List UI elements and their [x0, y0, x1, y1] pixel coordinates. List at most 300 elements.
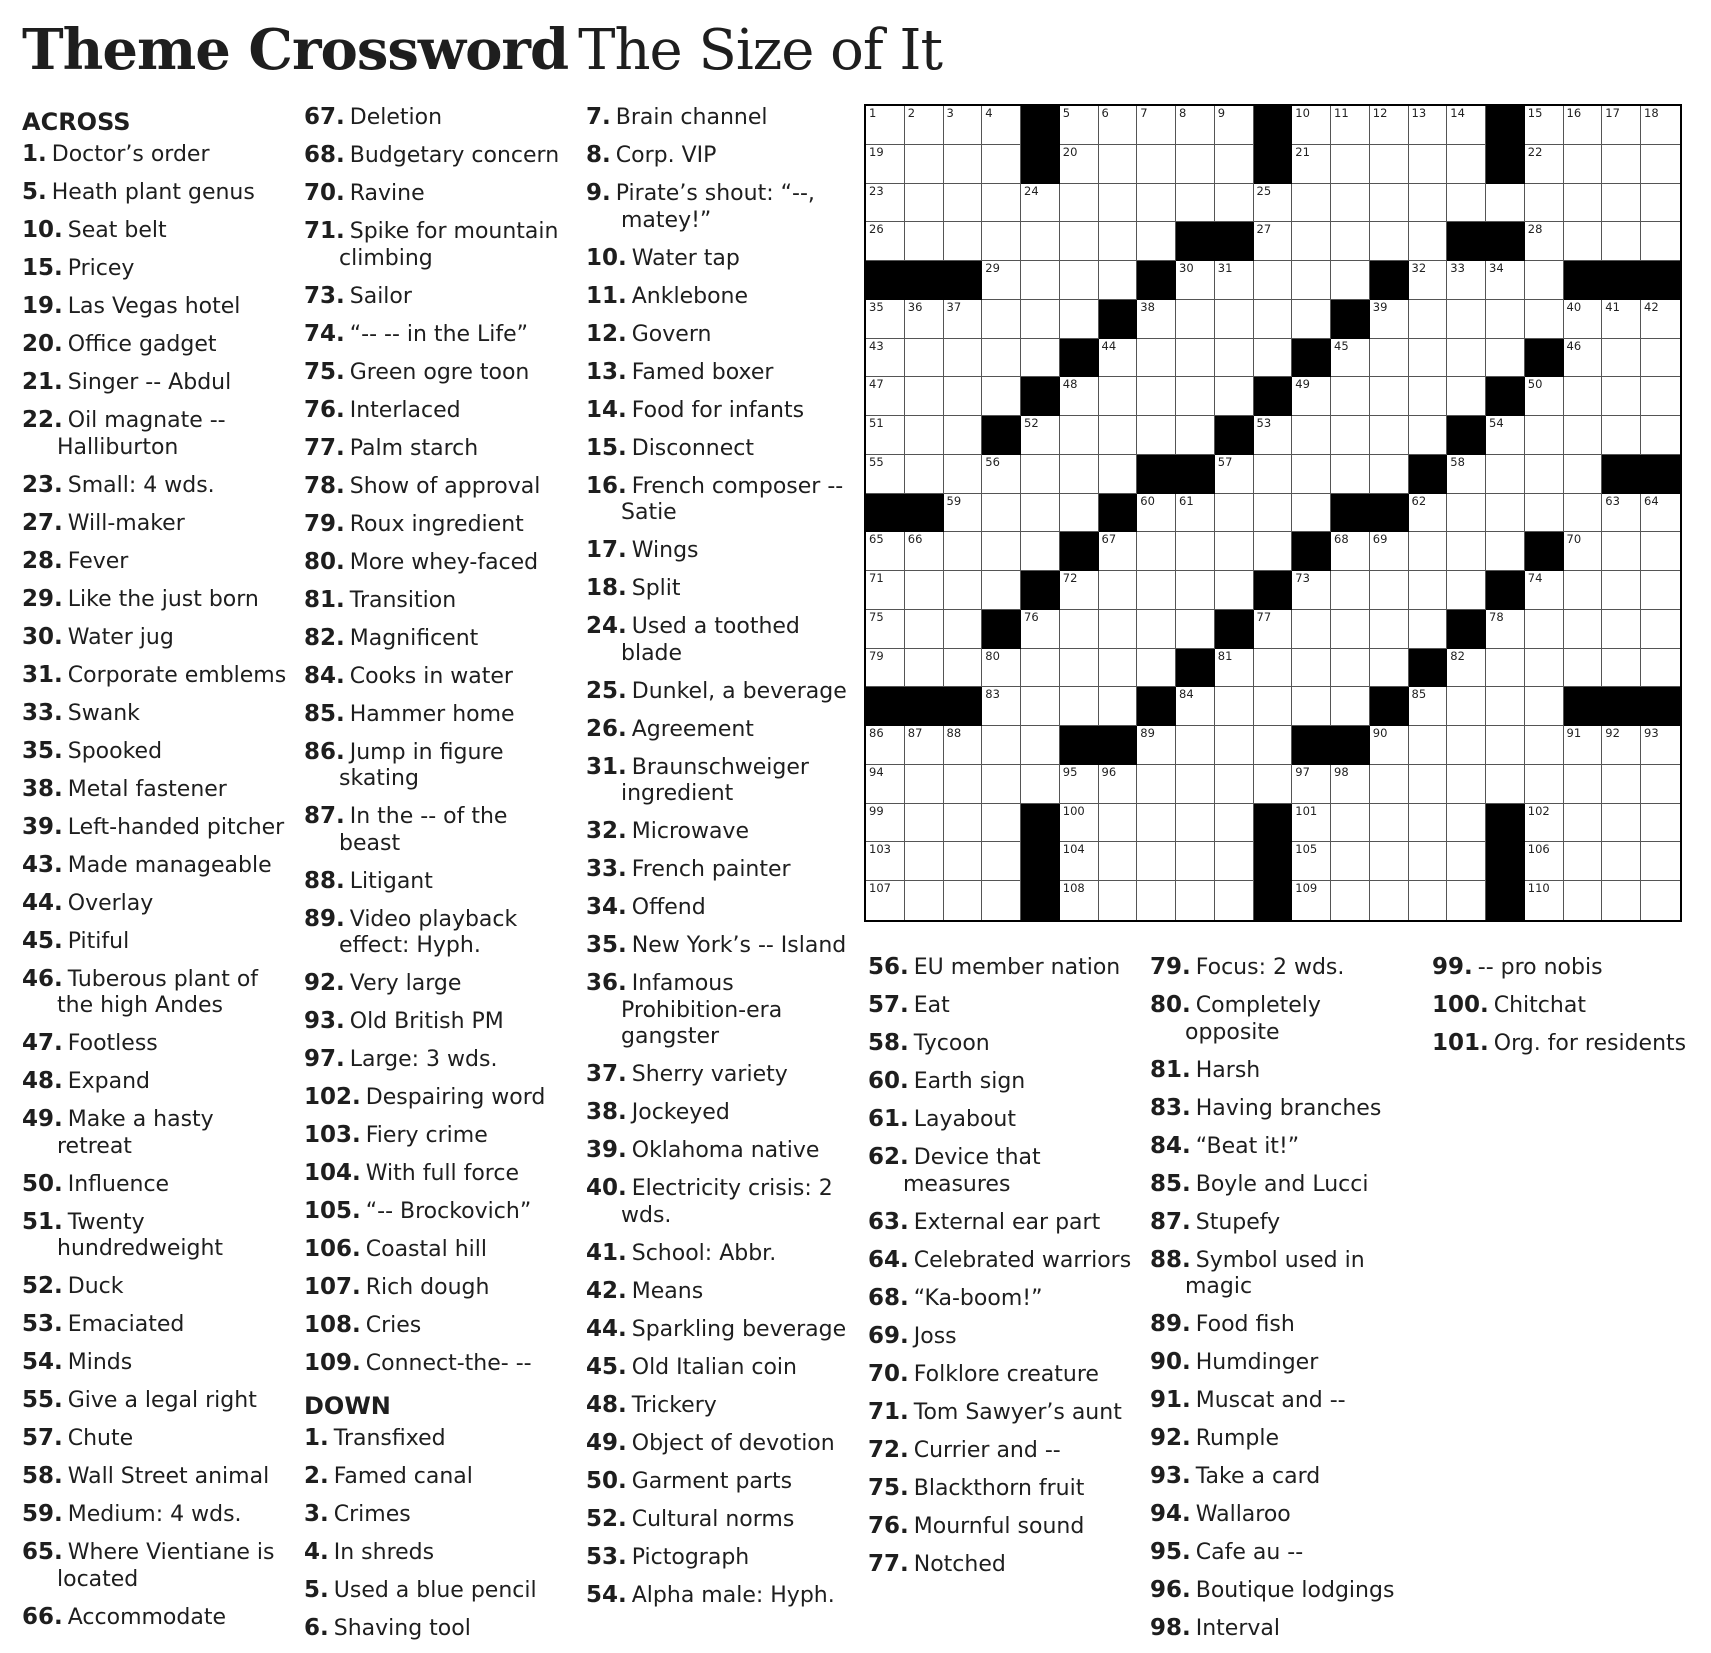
clue-number: 36.: [586, 970, 627, 996]
grid-cell: [1292, 571, 1331, 610]
grid-cell: [1409, 106, 1448, 145]
clue-text: Like the just born: [67, 586, 259, 612]
clue-down-5: [304, 1577, 569, 1615]
grid-cell: [1331, 687, 1370, 726]
black-square: [1409, 649, 1448, 688]
clue-down-93: [1150, 1463, 1415, 1501]
grid-cell: [1099, 339, 1138, 378]
clue-down-77: [868, 1551, 1133, 1589]
clue-across-44: [22, 890, 287, 928]
clue-number: 76.: [304, 396, 345, 423]
grid-cell: [1254, 610, 1293, 649]
cell-number: 95: [1062, 764, 1078, 779]
cell-number: 93: [1644, 726, 1659, 740]
grid-cell: [1254, 339, 1293, 378]
clue-text: Used a blue pencil: [333, 1578, 537, 1603]
clue-number: 64.: [868, 1246, 909, 1273]
grid-cell: [1060, 106, 1099, 145]
cell-number: 86: [869, 726, 884, 740]
clue-across-39: [22, 814, 287, 852]
grid-cell: [982, 222, 1021, 261]
grid-cell: [866, 532, 905, 571]
grid-cell: [1331, 610, 1370, 649]
grid-cell: [1060, 571, 1099, 610]
clue-text: Infamous Prohibition-era gangster: [621, 971, 783, 1049]
clue-text: Minds: [67, 1350, 133, 1375]
black-square: [1254, 571, 1293, 610]
grid-cell: [1641, 649, 1680, 688]
clue-down-13: [586, 359, 851, 397]
cell-number: 8: [1179, 106, 1187, 120]
grid-cell: [1331, 339, 1370, 378]
clue-across-15: [22, 255, 287, 293]
grid-cell: [1176, 106, 1215, 145]
grid-cell: [1641, 532, 1680, 571]
grid-cell: [982, 145, 1021, 184]
clue-number: 89.: [1150, 1311, 1191, 1337]
cell-number: 98: [1334, 764, 1349, 779]
grid-cell: [1486, 649, 1525, 688]
grid-cell: [866, 184, 905, 223]
clue-across-20: [22, 331, 287, 369]
clue-down-96: [1150, 1577, 1415, 1615]
clue-number: 23.: [22, 471, 63, 498]
grid-cell: [866, 610, 905, 649]
clue-number: 79.: [1150, 954, 1191, 980]
clue-text: Influence: [67, 1171, 170, 1197]
clue-text: “Ka-boom!”: [913, 1285, 1043, 1311]
grid-cell: [1564, 726, 1603, 765]
cell-number: 34: [1489, 261, 1504, 275]
grid-cell: [1292, 416, 1331, 455]
grid-cell: [905, 339, 944, 378]
clue-text: Means: [631, 1278, 704, 1304]
grid-cell: [1021, 649, 1060, 688]
grid-cell: [1331, 416, 1370, 455]
clue-number: 40.: [586, 1175, 627, 1201]
clue-text: In the -- of the beast: [339, 804, 508, 856]
clue-number: 33.: [586, 856, 627, 882]
clue-text: Cultural norms: [631, 1506, 795, 1532]
grid-cell: [1137, 571, 1176, 610]
grid-cell: [982, 261, 1021, 300]
cell-number: 94: [869, 764, 884, 779]
clue-text: Mournful sound: [913, 1513, 1085, 1539]
black-square: [1525, 532, 1564, 571]
black-square: [1486, 222, 1525, 261]
cell-number: 78: [1489, 609, 1504, 624]
clue-text: Metal fastener: [67, 776, 227, 802]
grid-cell: [1370, 842, 1409, 881]
clue-across-87: [304, 803, 569, 868]
grid-cell: [1564, 184, 1603, 223]
cell-number: 31: [1217, 261, 1233, 275]
grid-cell: [1292, 881, 1331, 920]
grid-cell: [1525, 377, 1564, 416]
grid-cell: [1602, 222, 1641, 261]
clue-number: 58.: [868, 1030, 909, 1056]
clue-down-54: [586, 1582, 851, 1620]
clue-number: 48.: [586, 1391, 627, 1418]
black-square: [1254, 804, 1293, 843]
grid-cell: [1486, 532, 1525, 571]
clue-text: Ravine: [349, 181, 425, 206]
black-square: [905, 687, 944, 726]
clue-across-102: [304, 1084, 569, 1122]
cell-number: 19: [869, 144, 884, 159]
grid-cell: [1641, 145, 1680, 184]
clue-across-67: [304, 104, 569, 142]
black-square: [1292, 726, 1331, 765]
clue-column-5: [1150, 954, 1415, 1653]
clue-text: Blackthorn fruit: [913, 1475, 1085, 1501]
clue-number: 101.: [1432, 1030, 1489, 1056]
grid-cell: [905, 881, 944, 920]
black-square: [1409, 455, 1448, 494]
clue-text: Hammer home: [349, 701, 515, 727]
clue-down-45: [586, 1354, 851, 1392]
grid-cell: [1176, 300, 1215, 339]
clue-number: 63.: [868, 1208, 909, 1235]
grid-cell: [1060, 300, 1099, 339]
clue-number: 54.: [586, 1581, 627, 1608]
clue-number: 13.: [586, 358, 627, 385]
black-square: [1099, 726, 1138, 765]
grid-cell: [1370, 532, 1409, 571]
clue-number: 73.: [304, 282, 345, 309]
clue-number: 1.: [22, 141, 47, 167]
grid-cell: [1602, 765, 1641, 804]
clue-number: 77.: [868, 1550, 909, 1577]
grid-cell: [1254, 261, 1293, 300]
black-square: [1602, 455, 1641, 494]
clue-across-57: [22, 1425, 287, 1463]
clue-number: 56.: [868, 954, 909, 980]
clue-number: 15.: [22, 255, 63, 281]
clue-number: 6.: [304, 1615, 329, 1641]
grid-cell: [1486, 339, 1525, 378]
clue-across-104: [304, 1160, 569, 1198]
grid-cell: [1099, 649, 1138, 688]
clue-number: 75.: [868, 1474, 909, 1501]
clue-text: Earth sign: [913, 1069, 1026, 1094]
clue-column-3: [586, 104, 851, 1620]
grid-cell: [1409, 726, 1448, 765]
cell-number: 83: [985, 687, 1000, 702]
clue-across-59: [22, 1501, 287, 1539]
clue-number: 93.: [1150, 1463, 1191, 1489]
clue-text: Spike for mountain climbing: [339, 219, 559, 271]
grid-cell: [1254, 765, 1293, 804]
grid-cell: [1641, 494, 1680, 533]
clue-across-19: [22, 293, 287, 331]
grid-cell: [1409, 610, 1448, 649]
clue-down-33: [586, 856, 851, 894]
grid-cell: [1292, 649, 1331, 688]
cell-number: 29: [985, 261, 1000, 275]
grid-cell: [1447, 339, 1486, 378]
clue-number: 92.: [304, 970, 345, 996]
grid-cell: [982, 300, 1021, 339]
grid-cell: [1176, 687, 1215, 726]
clue-number: 47.: [22, 1030, 63, 1056]
grid-cell: [1641, 377, 1680, 416]
clue-across-71: [304, 218, 569, 283]
grid-cell: [1021, 222, 1060, 261]
clue-across-54: [22, 1349, 287, 1387]
clue-text: Give a legal right: [67, 1388, 257, 1413]
clue-down-75: [868, 1475, 1133, 1513]
cell-number: 28: [1527, 222, 1543, 237]
cell-number: 106: [1527, 842, 1550, 857]
title-bold: Theme Crossword: [22, 17, 569, 83]
grid-cell: [1215, 145, 1254, 184]
clue-down-10: [586, 245, 851, 283]
cell-number: 52: [1024, 416, 1039, 430]
clue-across-103: [304, 1122, 569, 1160]
clue-across-106: [304, 1236, 569, 1274]
black-square: [1486, 377, 1525, 416]
black-square: [1447, 610, 1486, 649]
grid-cell: [1060, 455, 1099, 494]
grid-cell: [1486, 184, 1525, 223]
clue-text: Folklore creature: [913, 1361, 1099, 1387]
black-square: [1060, 532, 1099, 571]
grid-cell: [1409, 300, 1448, 339]
black-square: [1370, 687, 1409, 726]
clue-across-30: [22, 624, 287, 662]
grid-cell: [1215, 106, 1254, 145]
clue-across-86: [304, 739, 569, 804]
clue-number: 93.: [304, 1008, 345, 1034]
grid-cell: [1137, 416, 1176, 455]
clue-number: 68.: [304, 142, 345, 168]
clue-text: Heath plant genus: [51, 180, 255, 205]
clue-across-28: [22, 548, 287, 586]
clue-text: Cooks in water: [349, 663, 513, 689]
cell-number: 23: [869, 183, 884, 198]
clue-text: Doctor’s order: [51, 142, 210, 167]
black-square: [1215, 222, 1254, 261]
grid-cell: [1641, 416, 1680, 455]
clue-down-84: [1150, 1133, 1415, 1171]
clue-number: 24.: [586, 613, 627, 639]
grid-cell: [1409, 881, 1448, 920]
clue-number: 22.: [22, 407, 63, 433]
grid-cell: [1254, 222, 1293, 261]
grid-cell: [1137, 881, 1176, 920]
grid-cell: [1447, 804, 1486, 843]
clue-text: More whey-faced: [349, 549, 539, 575]
cell-number: 2: [907, 106, 916, 120]
grid-cell: [1525, 687, 1564, 726]
clue-down-3: [304, 1501, 569, 1539]
grid-cell: [944, 881, 983, 920]
black-square: [1021, 881, 1060, 920]
cell-number: 40: [1566, 299, 1582, 314]
grid-cell: [1060, 842, 1099, 881]
cell-number: 80: [985, 648, 1000, 663]
grid-cell: [1215, 300, 1254, 339]
grid-cell: [1370, 339, 1409, 378]
clue-down-98: [1150, 1615, 1415, 1653]
grid-cell: [1060, 377, 1099, 416]
grid-cell: [1641, 804, 1680, 843]
black-square: [1176, 649, 1215, 688]
cell-number: 85: [1411, 687, 1427, 702]
grid-cell: [1292, 494, 1331, 533]
grid-cell: [1370, 726, 1409, 765]
grid-cell: [1564, 339, 1603, 378]
grid-cell: [944, 339, 983, 378]
cell-number: 104: [1062, 842, 1085, 857]
grid-cell: [866, 881, 905, 920]
cell-number: 14: [1450, 106, 1465, 120]
cell-number: 56: [985, 454, 1000, 469]
clue-across-92: [304, 970, 569, 1008]
grid-cell: [1215, 339, 1254, 378]
clue-down-100: [1432, 992, 1697, 1030]
grid-cell: [1254, 687, 1293, 726]
black-square: [944, 261, 983, 300]
clue-text: Corp. VIP: [615, 143, 717, 168]
clue-across-84: [304, 663, 569, 701]
clue-number: 81.: [304, 586, 345, 613]
clue-across-22: [22, 407, 287, 472]
grid-cell: [1176, 881, 1215, 920]
grid-cell: [1409, 339, 1448, 378]
cell-number: 110: [1527, 881, 1550, 895]
clue-number: 41.: [586, 1239, 627, 1266]
clue-text: Water jug: [67, 624, 174, 650]
grid-cell: [1254, 726, 1293, 765]
black-square: [1021, 106, 1060, 145]
grid-cell: [866, 339, 905, 378]
clue-down-89: [1150, 1311, 1415, 1349]
grid-cell: [866, 649, 905, 688]
cell-number: 68: [1334, 532, 1349, 547]
black-square: [1254, 106, 1293, 145]
clue-number: 66.: [22, 1603, 63, 1630]
clue-number: 5.: [304, 1577, 329, 1603]
grid-cell: [866, 222, 905, 261]
clue-down-44: [586, 1316, 851, 1354]
grid-cell: [905, 416, 944, 455]
clue-number: 15.: [586, 434, 627, 461]
clue-down-99: [1432, 954, 1697, 992]
grid-cell: [1292, 184, 1331, 223]
clue-number: 31.: [22, 661, 63, 688]
cell-number: 89: [1140, 726, 1155, 740]
clue-number: 65.: [22, 1539, 63, 1565]
grid-cell: [1409, 261, 1448, 300]
clue-number: 17.: [586, 537, 627, 563]
clue-number: 84.: [1150, 1132, 1191, 1159]
clue-down-64: [868, 1247, 1133, 1285]
grid-cell: [905, 145, 944, 184]
clue-number: 29.: [22, 585, 63, 612]
black-square: [866, 261, 905, 300]
cell-number: 87: [907, 726, 923, 740]
cell-number: 21: [1295, 144, 1310, 159]
black-square: [905, 261, 944, 300]
grid-cell: [1331, 765, 1370, 804]
clue-text: Wings: [631, 538, 699, 563]
grid-cell: [1641, 571, 1680, 610]
clue-number: 8.: [586, 142, 611, 168]
clue-text: New York’s -- Island: [631, 933, 847, 958]
clue-number: 14.: [586, 396, 627, 423]
clue-text: Connect-the- --: [365, 1351, 532, 1376]
clue-across-31: [22, 662, 287, 700]
grid-cell: [944, 610, 983, 649]
cell-number: 13: [1411, 106, 1427, 120]
clue-number: 105.: [304, 1198, 361, 1224]
cell-number: 9: [1217, 106, 1226, 120]
cell-number: 22: [1527, 144, 1543, 159]
grid-cell: [1525, 261, 1564, 300]
clue-down-94: [1150, 1501, 1415, 1539]
clue-number: 26.: [586, 715, 627, 742]
grid-cell: [1447, 494, 1486, 533]
grid-cell: [1486, 455, 1525, 494]
grid-cell: [905, 726, 944, 765]
clue-across-45: [22, 928, 287, 966]
clue-down-68: [868, 1285, 1133, 1323]
clue-number: 82.: [304, 624, 345, 651]
grid-cell: [944, 494, 983, 533]
cell-number: 63: [1605, 493, 1620, 508]
clue-across-89: [304, 906, 569, 971]
clue-text: Despairing word: [365, 1085, 546, 1110]
grid-cell: [1215, 649, 1254, 688]
grid-cell: [982, 804, 1021, 843]
grid-cell: [944, 842, 983, 881]
black-square: [1254, 881, 1293, 920]
clue-number: 38.: [586, 1099, 627, 1125]
clue-down-81: [1150, 1057, 1415, 1095]
clue-number: 45.: [586, 1353, 627, 1380]
cell-number: 75: [869, 609, 884, 624]
clue-down-92: [1150, 1425, 1415, 1463]
grid-cell: [1564, 881, 1603, 920]
grid-cell: [1292, 145, 1331, 184]
grid-cell: [1370, 377, 1409, 416]
clue-text: French composer -- Satie: [621, 473, 844, 525]
clue-number: 42.: [586, 1277, 627, 1304]
clue-text: Muscat and --: [1195, 1388, 1346, 1413]
grid-cell: [1021, 455, 1060, 494]
grid-cell: [1602, 610, 1641, 649]
clue-down-2: [304, 1463, 569, 1501]
grid-cell: [1254, 184, 1293, 223]
grid-cell: [1099, 455, 1138, 494]
cell-number: 62: [1411, 493, 1427, 508]
clue-text: Deletion: [349, 105, 443, 130]
grid-cell: [1215, 571, 1254, 610]
grid-cell: [1254, 416, 1293, 455]
grid-cell: [1447, 145, 1486, 184]
clue-number: 68.: [868, 1284, 909, 1311]
clue-text: Seat belt: [67, 218, 167, 243]
grid-cell: [1021, 726, 1060, 765]
grid-cell: [1254, 494, 1293, 533]
black-square: [1254, 377, 1293, 416]
cell-number: 109: [1295, 881, 1318, 895]
clue-number: 2.: [304, 1463, 329, 1489]
cell-number: 77: [1256, 609, 1272, 624]
grid-cell: [905, 455, 944, 494]
